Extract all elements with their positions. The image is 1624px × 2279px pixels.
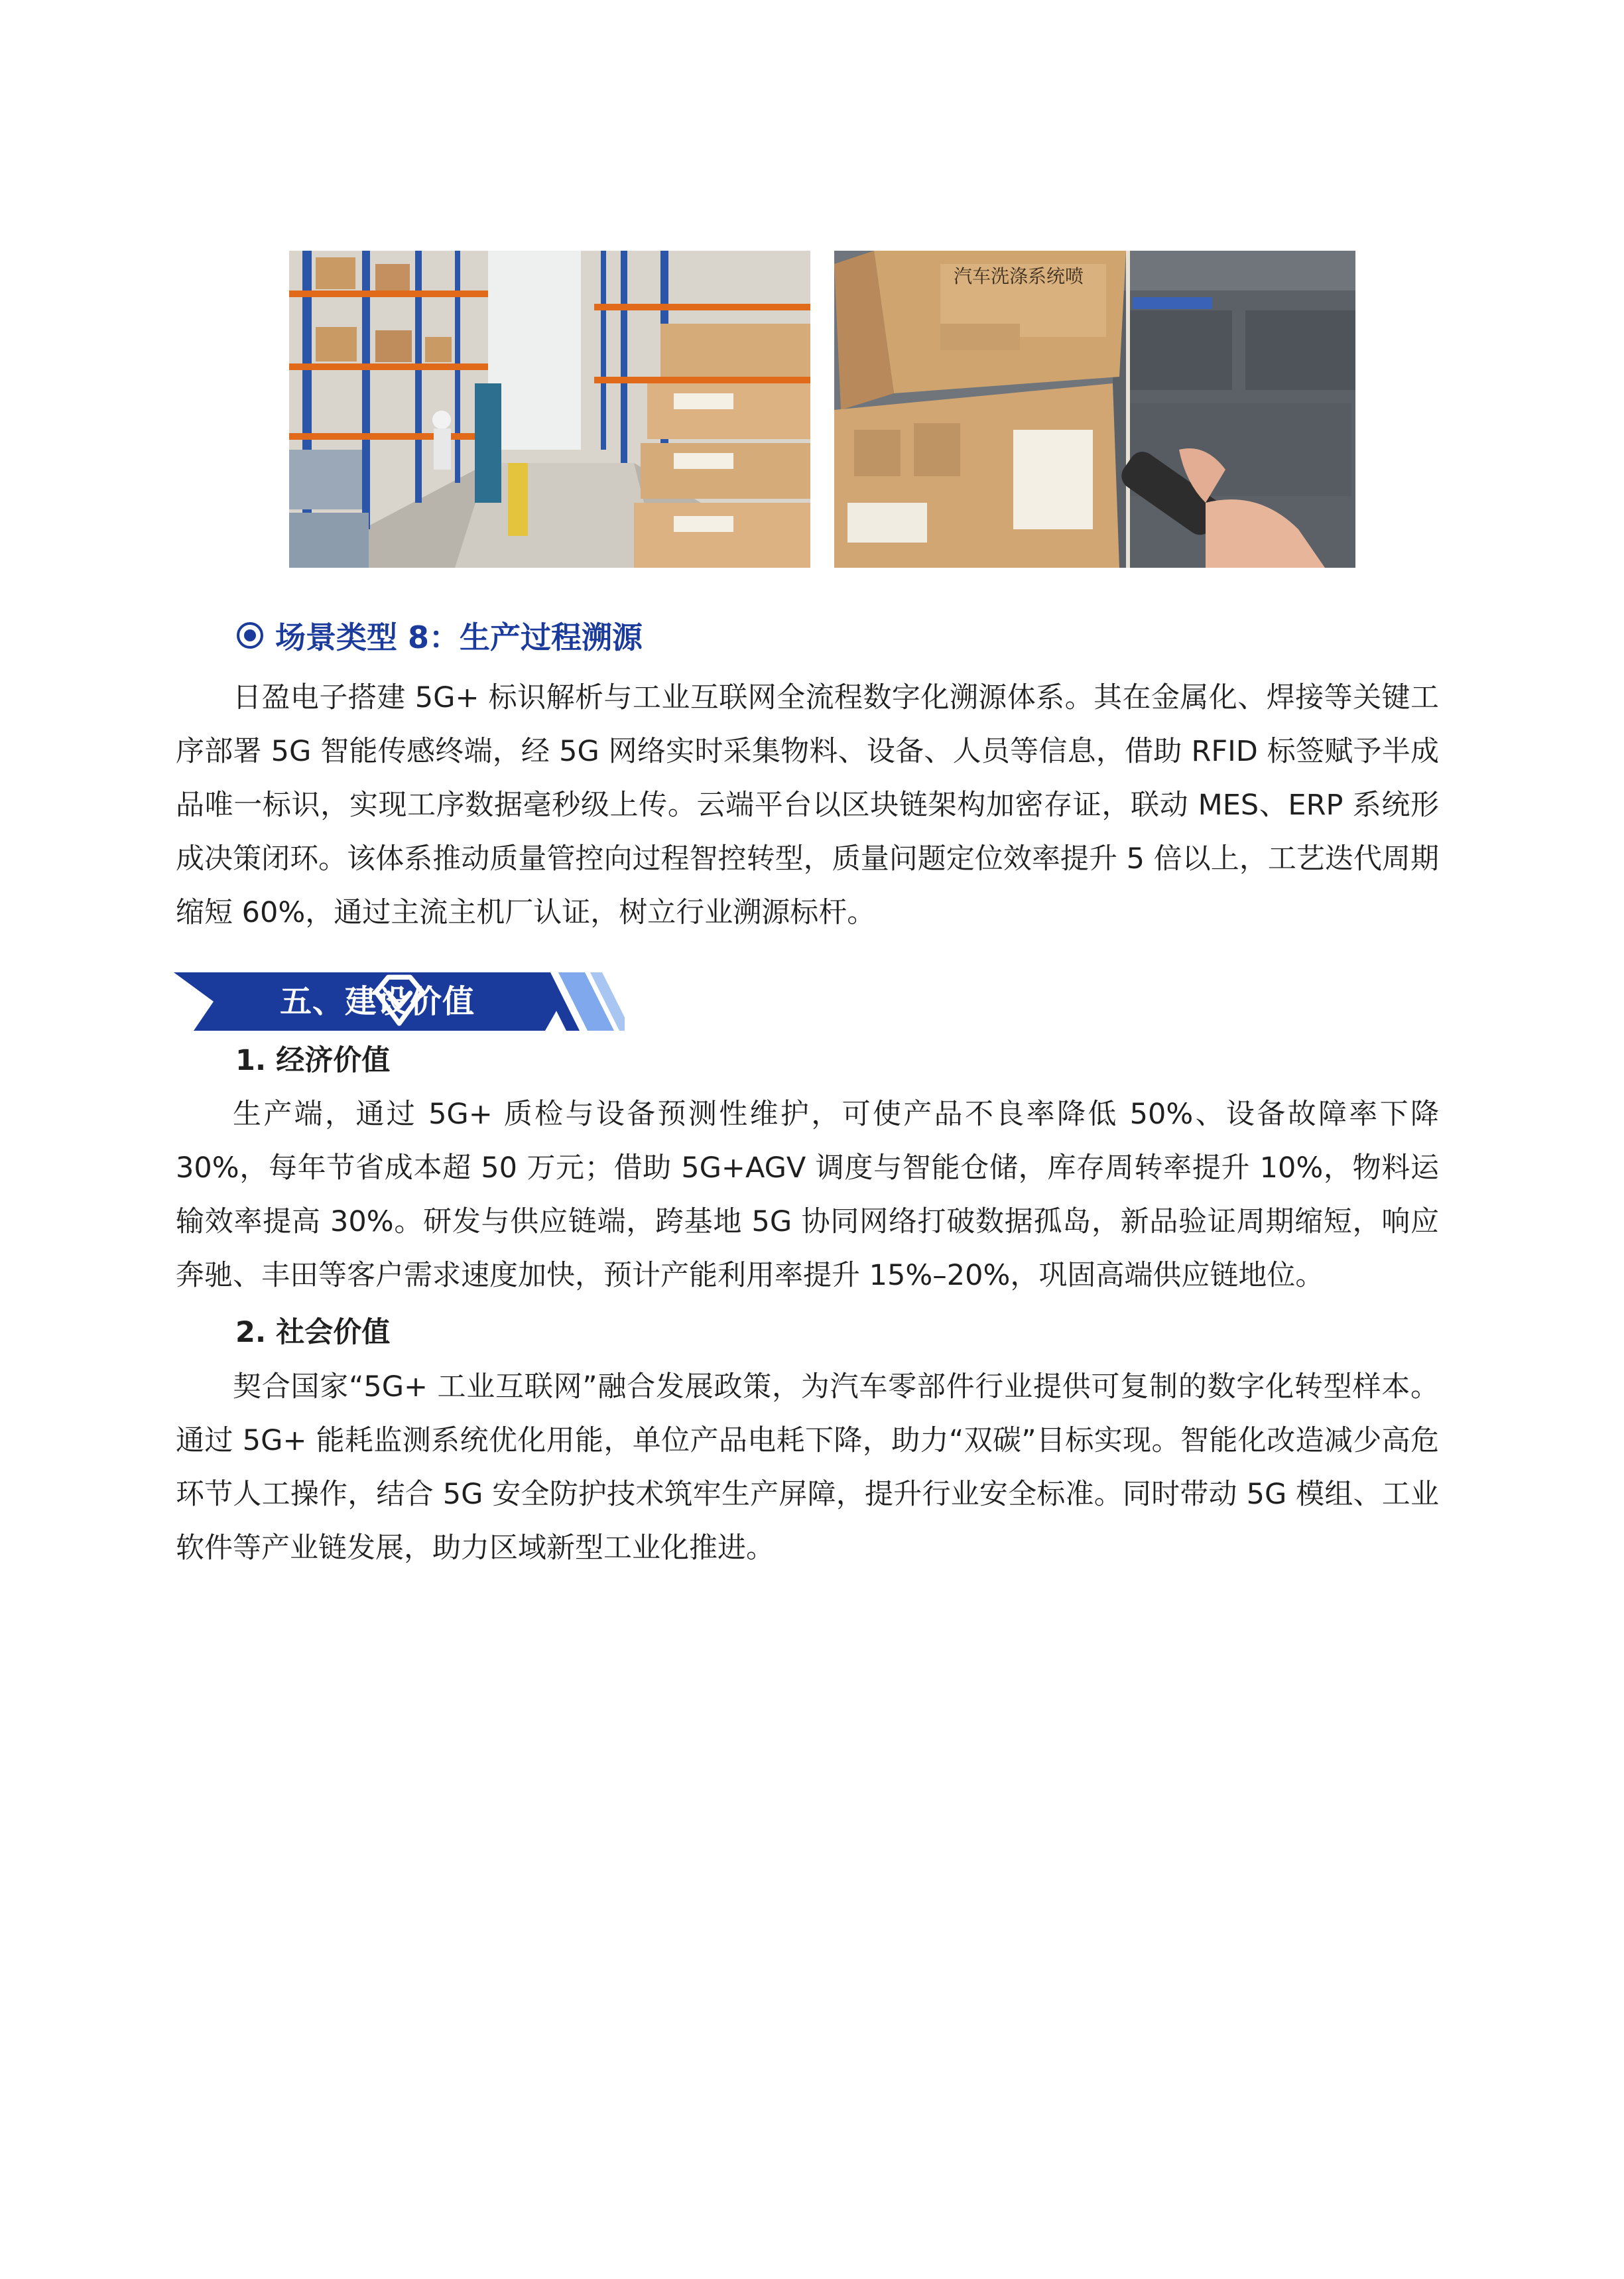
scene-title: 场景类型 8：生产过程溯源 — [275, 619, 643, 655]
box-print-text: 汽车洗涤系统喷 — [954, 265, 1084, 287]
social-value-heading: 2. 社会价值 — [235, 1316, 391, 1349]
economic-value-paragraph: 生产端，通过 5G+ 质检与设备预测性维护，可使产品不良率降低 50%、设备故障率下降 30%，每年节省成本超 50 万元；借助 5G+AGV 调度与智能仓储，库存周转率提升 10%，物料运输效率提高 30%。研发与供应链端，跨基地 5G 协同网络打破数据孤岛，新品验证周期缩短，响应奔驰、丰田等客户需求速度加快，预计产能利用率提升 15%–20%，巩固高端供应链地位。 — [176, 1098, 1439, 1292]
section-title: 五、建设价值 — [280, 983, 475, 1020]
scene-paragraph: 日盈电子搭建 5G+ 标识解析与工业互联网全流程数字化溯源体系。其在金属化、焊接等关键工序部署 5G 智能传感终端，经 5G 网络实时采集物料、设备、人员等信息，借助 RFID 标签赋予半成品唯一标识，实现工序数据毫秒级上传。云端平台以区块链架构加密存证，联动 MES、ERP 系统形成决策闭环。该体系推动质量管控向过程智控转型，质量问题定位效率提升 5 倍以上，工艺迭代周期缩短 60%，通过主流主机厂认证，树立行业溯源标杆。 — [176, 681, 1439, 929]
barcode-scanning-photo-graphic — [834, 251, 1355, 568]
target-icon — [235, 621, 265, 650]
barcode-scanning-photo — [834, 251, 1355, 568]
scene-heading — [235, 609, 643, 662]
warehouse-photo — [289, 251, 810, 568]
section-banner — [174, 972, 625, 1031]
warehouse-photo-graphic — [289, 251, 810, 568]
economic-value-heading: 1. 经济价值 — [235, 1044, 391, 1077]
social-value-paragraph: 契合国家“5G+ 工业互联网”融合发展政策，为汽车零部件行业提供可复制的数字化转型样本。通过 5G+ 能耗监测系统优化用能，单位产品电耗下降，助力“双碳”目标实现。智能化改造减少高危环节人工操作，结合 5G 安全防护技术筑牢生产屏障，提升行业安全标准。同时带动 5G 模组、工业软件等产业链发展，助力区域新型工业化推进。 — [176, 1370, 1439, 1565]
